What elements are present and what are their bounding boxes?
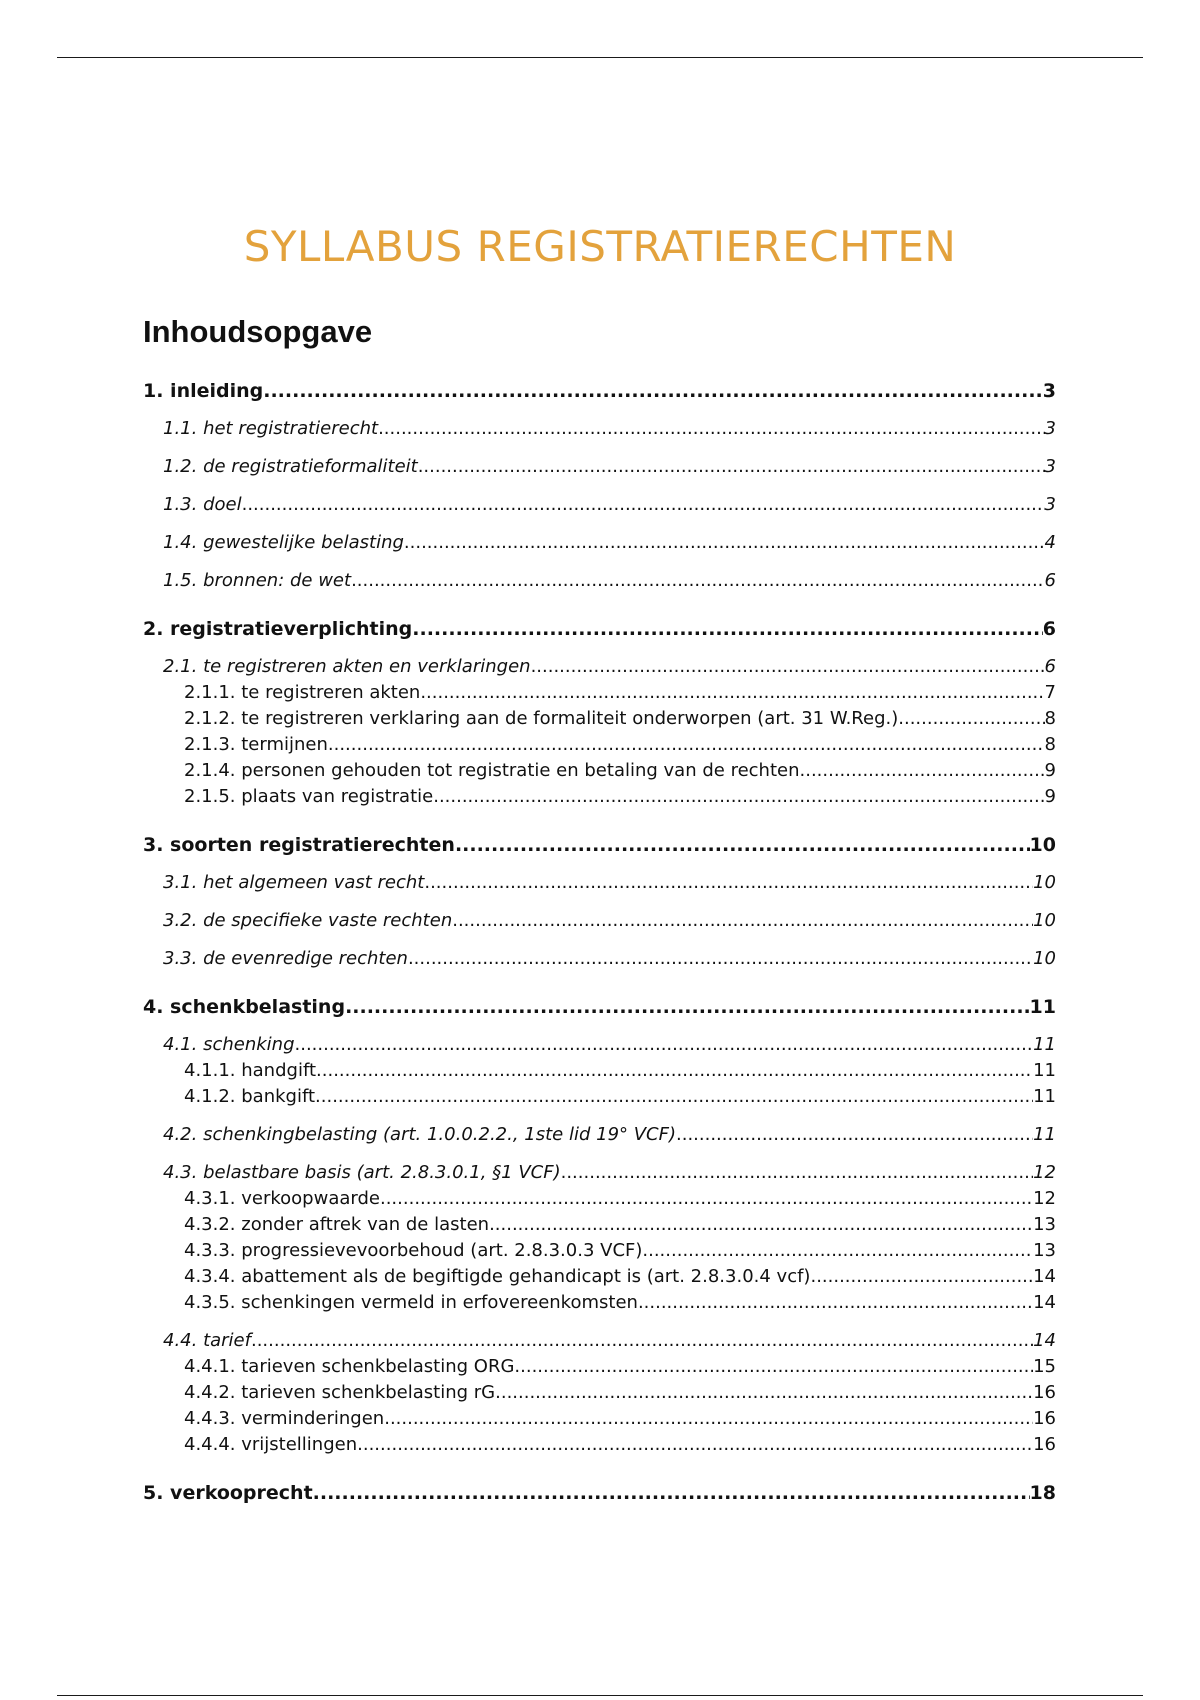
toc-entry-level-1[interactable] bbox=[143, 832, 1056, 858]
toc-entry-level-3[interactable] bbox=[143, 1058, 1056, 1084]
toc-page-number: 11 bbox=[1033, 1060, 1056, 1081]
toc-page-number: 14 bbox=[1033, 1330, 1056, 1351]
toc-entry-level-3[interactable] bbox=[143, 1290, 1056, 1316]
toc-dot-leader bbox=[328, 732, 1045, 758]
toc-dot-leader bbox=[455, 832, 1030, 858]
toc-page-number: 16 bbox=[1033, 1408, 1056, 1429]
toc-entry-level-1[interactable] bbox=[143, 616, 1056, 642]
toc-page-number: 9 bbox=[1044, 760, 1056, 781]
footer-rule bbox=[57, 1695, 1143, 1696]
toc-entry-text: 5. verkooprecht bbox=[143, 1482, 313, 1504]
toc-page-number: 11 bbox=[1029, 996, 1056, 1018]
toc-entry-level-1[interactable] bbox=[143, 378, 1056, 404]
toc-page-number: 11 bbox=[1033, 1034, 1056, 1055]
toc-entry-text: 4.4.1. tarieven schenkbelasting ORG bbox=[184, 1356, 515, 1377]
toc-dot-leader bbox=[242, 492, 1045, 518]
toc-entry-text: 4.1. schenking bbox=[163, 1034, 295, 1055]
toc-dot-leader bbox=[380, 1186, 1033, 1212]
toc-entry-level-2[interactable] bbox=[143, 654, 1056, 680]
toc-dot-leader bbox=[295, 1032, 1034, 1058]
toc-entry-level-2[interactable] bbox=[143, 1032, 1056, 1058]
toc-entry-text: 4.3.5. schenkingen vermeld in erfovereenkomsten bbox=[184, 1292, 638, 1313]
toc-entry-level-1[interactable] bbox=[143, 1480, 1056, 1506]
toc-entry-level-3[interactable] bbox=[143, 1406, 1056, 1432]
toc-page-number: 11 bbox=[1033, 1086, 1056, 1107]
toc-dot-leader bbox=[378, 416, 1044, 442]
toc-entry-text: 1.3. doel bbox=[163, 494, 242, 515]
toc-page-number: 7 bbox=[1044, 682, 1056, 703]
toc-dot-leader bbox=[404, 530, 1045, 556]
toc-page-number: 12 bbox=[1033, 1188, 1056, 1209]
toc-entry-text: 1.4. gewestelijke belasting bbox=[163, 532, 404, 553]
toc-dot-leader bbox=[420, 680, 1044, 706]
toc-dot-leader bbox=[898, 706, 1044, 732]
toc-dot-leader bbox=[452, 908, 1033, 934]
toc-entry-text: 1.5. bronnen: de wet bbox=[163, 570, 352, 591]
toc-page-number: 3 bbox=[1044, 494, 1056, 515]
toc-entry-level-3[interactable] bbox=[143, 758, 1056, 784]
toc-page-number: 9 bbox=[1044, 786, 1056, 807]
toc-entry-level-3[interactable] bbox=[143, 1354, 1056, 1380]
toc-entry-level-2[interactable] bbox=[143, 492, 1056, 518]
toc-page-number: 6 bbox=[1044, 570, 1056, 591]
toc-dot-leader bbox=[514, 1354, 1033, 1380]
toc-dot-leader bbox=[433, 784, 1044, 810]
toc-entry-text: 4.4. tarief bbox=[163, 1330, 251, 1351]
toc-page-number: 8 bbox=[1044, 734, 1056, 755]
toc-page-number: 6 bbox=[1044, 656, 1056, 677]
toc-entry-text: 4.3.1. verkoopwaarde bbox=[184, 1188, 380, 1209]
toc-dot-leader bbox=[495, 1380, 1033, 1406]
toc-page-number: 16 bbox=[1033, 1382, 1056, 1403]
toc-entry-text: 1.1. het registratierecht bbox=[163, 418, 379, 439]
header-rule bbox=[57, 57, 1143, 58]
toc-dot-leader bbox=[263, 378, 1043, 404]
toc-entry-text: 4.1.1. handgift bbox=[184, 1060, 317, 1081]
toc-page-number: 8 bbox=[1044, 708, 1056, 729]
toc-entry-text: 2.1.2. te registreren verklaring aan de formaliteit onderworpen (art. 31 W.Reg.) bbox=[184, 708, 899, 729]
toc-entry-level-3[interactable] bbox=[143, 680, 1056, 706]
toc-dot-leader bbox=[315, 1084, 1033, 1110]
toc-entry-text: 4.4.2. tarieven schenkbelasting rG bbox=[184, 1382, 496, 1403]
toc-entry-text: 4.1.2. bankgift bbox=[184, 1086, 316, 1107]
toc-dot-leader bbox=[408, 946, 1033, 972]
toc-page-number: 3 bbox=[1044, 456, 1056, 477]
toc-page-number: 13 bbox=[1033, 1240, 1056, 1261]
toc-page-number: 13 bbox=[1033, 1214, 1056, 1235]
toc-entry-level-3[interactable] bbox=[143, 1084, 1056, 1110]
toc-entry-text: 3.1. het algemeen vast recht bbox=[163, 872, 425, 893]
toc-entry-level-2[interactable] bbox=[143, 1160, 1056, 1186]
toc-dot-leader bbox=[351, 568, 1044, 594]
toc-dot-leader bbox=[412, 616, 1043, 642]
toc-entry-level-2[interactable] bbox=[143, 454, 1056, 480]
toc-entry-text: 4.3.4. abattement als de begiftigde gehandicapt is (art. 2.8.3.0.4 vcf) bbox=[184, 1266, 811, 1287]
toc-page-number: 12 bbox=[1033, 1162, 1056, 1183]
toc-entry-level-2[interactable] bbox=[143, 1328, 1056, 1354]
toc-entry-level-2[interactable] bbox=[143, 946, 1056, 972]
toc-entry-level-3[interactable] bbox=[143, 1186, 1056, 1212]
toc-dot-leader bbox=[251, 1328, 1033, 1354]
toc-entry-text: 4.4.4. vrijstellingen bbox=[184, 1434, 358, 1455]
toc-page-number: 15 bbox=[1033, 1356, 1056, 1377]
toc-entry-level-3[interactable] bbox=[143, 1432, 1056, 1458]
toc-entry-text: 2.1.3. termijnen bbox=[184, 734, 328, 755]
toc-dot-leader bbox=[384, 1406, 1033, 1432]
toc-entry-level-3[interactable] bbox=[143, 1264, 1056, 1290]
toc-page-number: 3 bbox=[1044, 418, 1056, 439]
toc-entry-text: 4.2. schenkingbelasting (art. 1.0.0.2.2., 1ste lid 19° VCF) bbox=[163, 1124, 676, 1145]
toc-entry-text: 2.1.1. te registreren akten bbox=[184, 682, 421, 703]
toc-dot-leader bbox=[418, 454, 1045, 480]
toc-entry-level-2[interactable] bbox=[143, 530, 1056, 556]
toc-entry-level-2[interactable] bbox=[143, 908, 1056, 934]
toc-page-number: 10 bbox=[1033, 948, 1056, 969]
toc-entry-level-2[interactable] bbox=[143, 870, 1056, 896]
toc-entry-level-1[interactable] bbox=[143, 994, 1056, 1020]
toc-entry-level-3[interactable] bbox=[143, 732, 1056, 758]
toc-entry-level-3[interactable] bbox=[143, 1238, 1056, 1264]
toc-dot-leader bbox=[561, 1160, 1033, 1186]
table-of-contents bbox=[143, 378, 1056, 1506]
toc-entry-text: 4.3.2. zonder aftrek van de lasten bbox=[184, 1214, 490, 1235]
toc-dot-leader bbox=[800, 758, 1045, 784]
toc-entry-level-2[interactable] bbox=[143, 568, 1056, 594]
toc-entry-text: 4.4.3. verminderingen bbox=[184, 1408, 385, 1429]
toc-dot-leader bbox=[531, 654, 1045, 680]
toc-entry-text: 2.1.5. plaats van registratie bbox=[184, 786, 434, 807]
toc-page-number: 18 bbox=[1029, 1482, 1056, 1504]
toc-entry-level-3[interactable] bbox=[143, 1380, 1056, 1406]
document-title: SYLLABUS REGISTRATIERECHTEN bbox=[243, 222, 957, 271]
toc-entry-text: 4. schenkbelasting bbox=[143, 996, 346, 1018]
toc-page-number: 6 bbox=[1042, 618, 1056, 640]
toc-dot-leader bbox=[489, 1212, 1033, 1238]
toc-dot-leader bbox=[424, 870, 1033, 896]
toc-page-number: 10 bbox=[1029, 834, 1056, 856]
toc-page-number: 14 bbox=[1033, 1266, 1056, 1287]
toc-entry-text: 2.1.4. personen gehouden tot registratie en betaling van de rechten bbox=[184, 760, 800, 781]
toc-dot-leader bbox=[313, 1480, 1030, 1506]
toc-entry-text: 1.2. de registratieformaliteit bbox=[163, 456, 418, 477]
toc-heading: Inhoudsopgave bbox=[143, 314, 373, 349]
toc-entry-level-3[interactable] bbox=[143, 706, 1056, 732]
toc-entry-level-2[interactable] bbox=[143, 416, 1056, 442]
toc-dot-leader bbox=[642, 1238, 1033, 1264]
toc-entry-text: 3. soorten registratierechten bbox=[143, 834, 455, 856]
toc-dot-leader bbox=[810, 1264, 1033, 1290]
toc-entry-text: 4.3. belastbare basis (art. 2.8.3.0.1, §1 VCF) bbox=[163, 1162, 561, 1183]
toc-dot-leader bbox=[676, 1122, 1033, 1148]
toc-page-number: 16 bbox=[1033, 1434, 1056, 1455]
toc-page-number: 10 bbox=[1033, 872, 1056, 893]
toc-dot-leader bbox=[316, 1058, 1033, 1084]
toc-page-number: 10 bbox=[1033, 910, 1056, 931]
toc-page-number: 14 bbox=[1033, 1292, 1056, 1313]
toc-entry-text: 2.1. te registreren akten en verklaringen bbox=[163, 656, 531, 677]
toc-dot-leader bbox=[357, 1432, 1033, 1458]
toc-entry-level-3[interactable] bbox=[143, 1212, 1056, 1238]
toc-page-number: 4 bbox=[1044, 532, 1056, 553]
toc-entry-level-3[interactable] bbox=[143, 784, 1056, 810]
toc-entry-text: 1. inleiding bbox=[143, 380, 264, 402]
toc-dot-leader bbox=[345, 994, 1029, 1020]
toc-page-number: 3 bbox=[1042, 380, 1056, 402]
toc-dot-leader bbox=[638, 1290, 1033, 1316]
toc-entry-text: 3.3. de evenredige rechten bbox=[163, 948, 408, 969]
toc-entry-text: 3.2. de specifieke vaste rechten bbox=[163, 910, 453, 931]
toc-page-number: 11 bbox=[1033, 1124, 1056, 1145]
toc-entry-text: 2. registratieverplichting bbox=[143, 618, 413, 640]
toc-entry-level-2[interactable] bbox=[143, 1122, 1056, 1148]
toc-entry-text: 4.3.3. progressievevoorbehoud (art. 2.8.3.0.3 VCF) bbox=[184, 1240, 643, 1261]
